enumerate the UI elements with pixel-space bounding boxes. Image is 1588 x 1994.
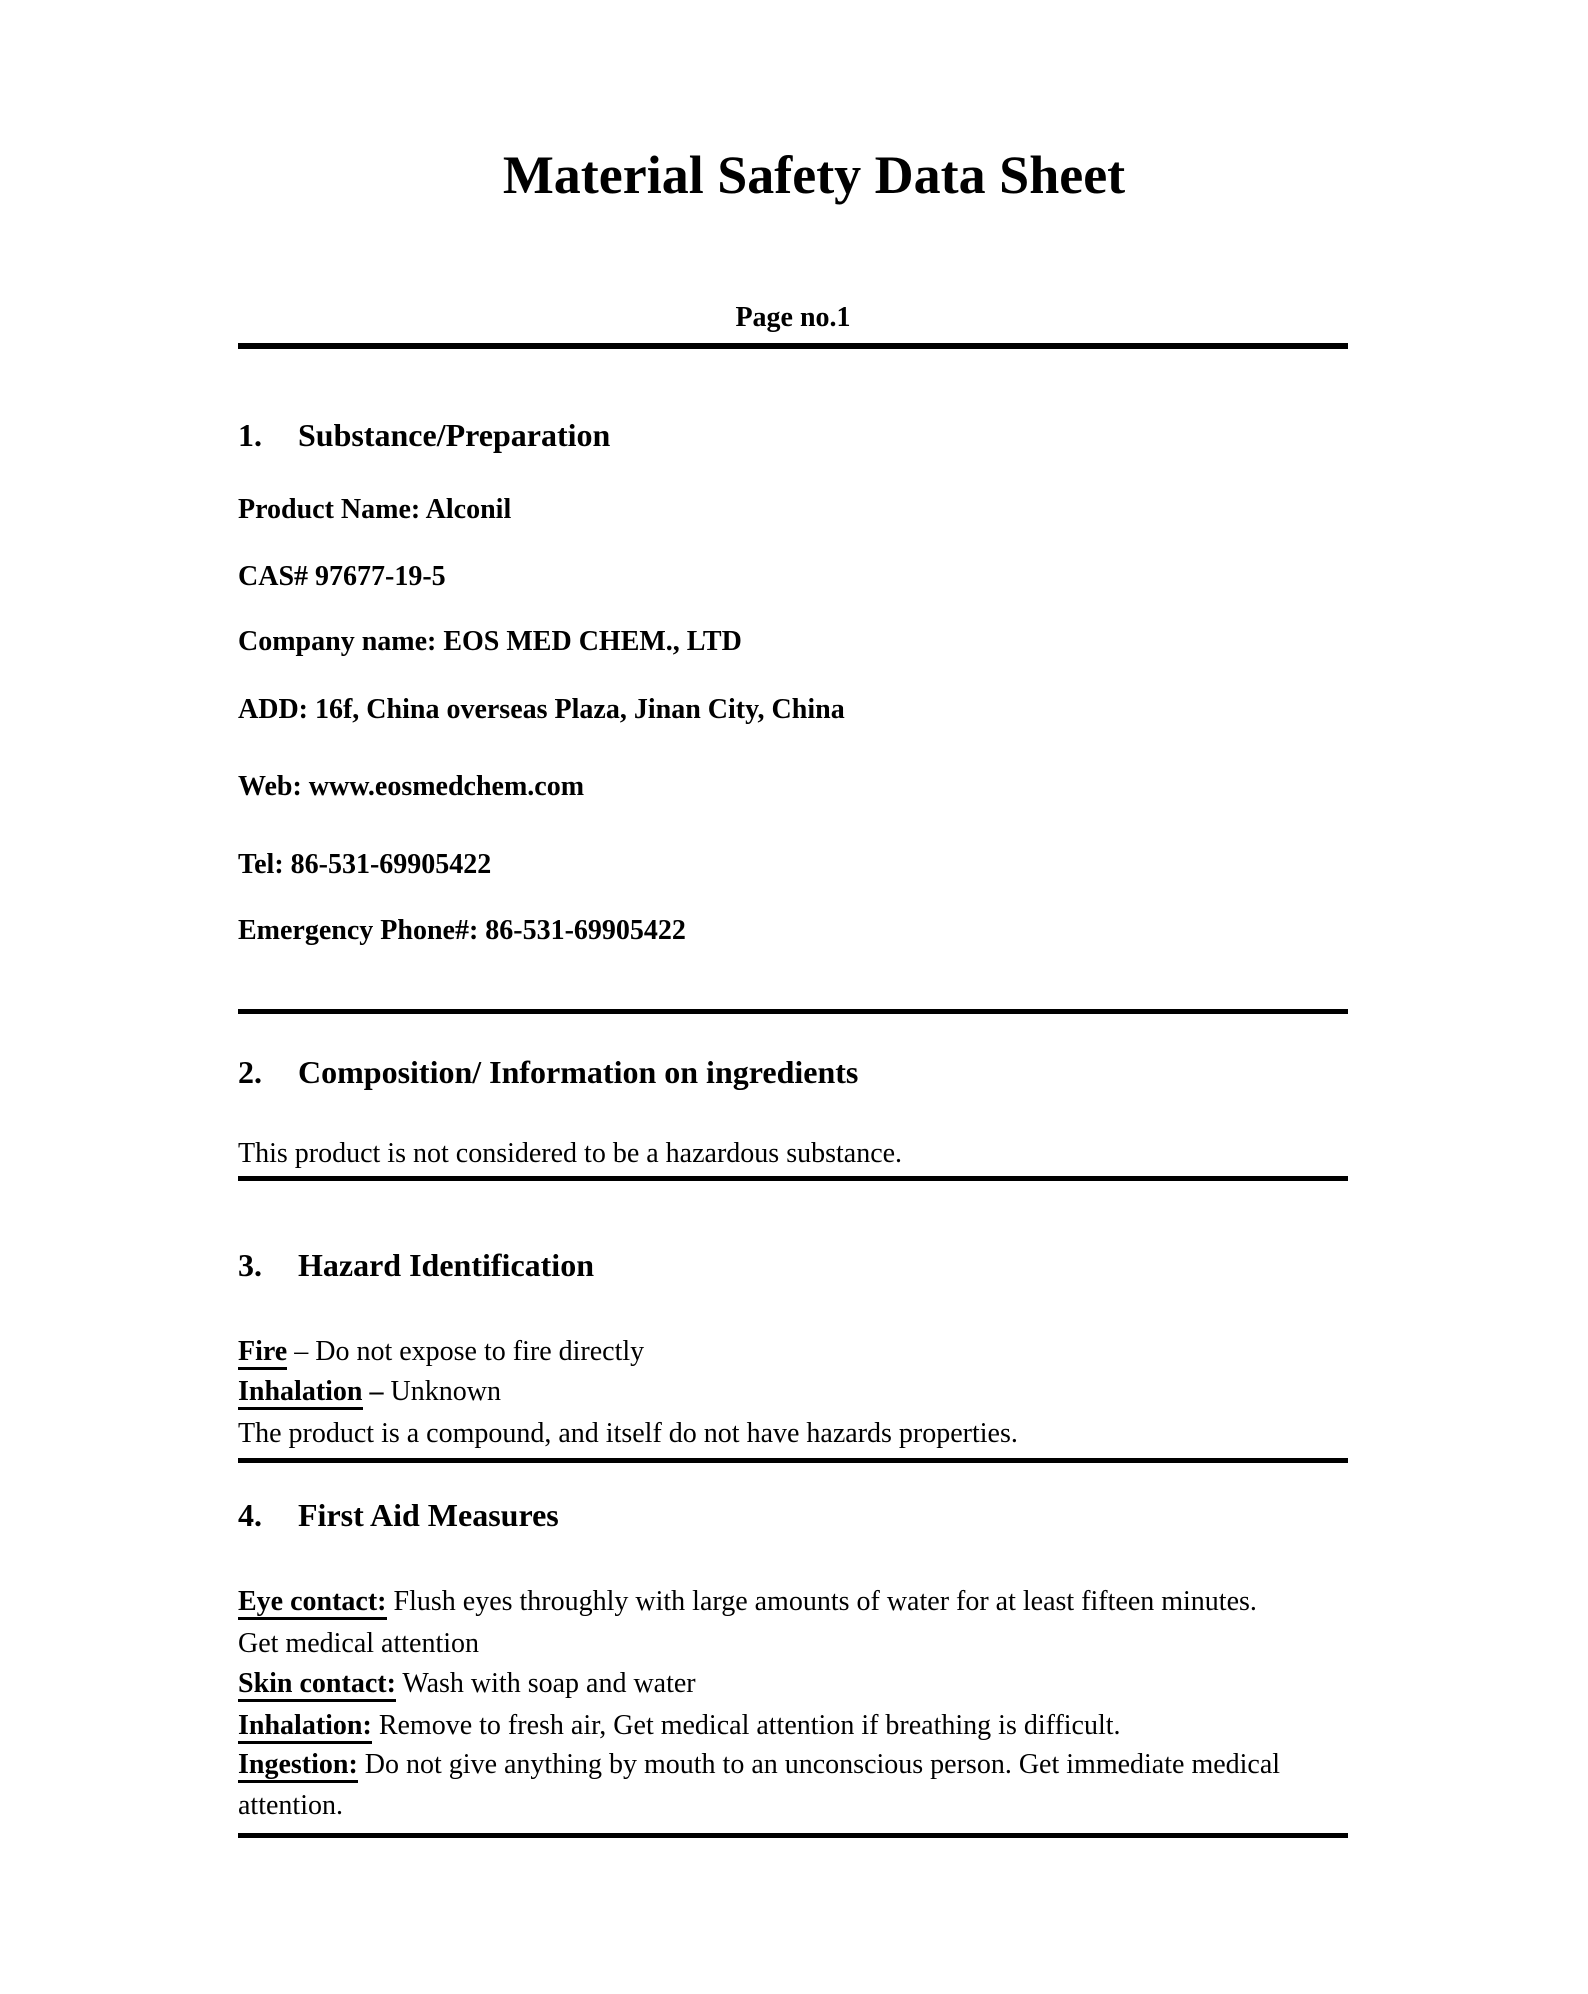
- hazard-label: Inhalation: [238, 1376, 363, 1410]
- telephone-line: Tel: 86-531-69905422: [238, 849, 492, 880]
- hazard-note-line: The product is a compound, and itself do not have hazards properties.: [238, 1418, 1018, 1449]
- section-title: Substance/Preparation: [298, 417, 611, 453]
- section-title: Composition/ Information on ingredients: [298, 1054, 859, 1090]
- document-title: Material Safety Data Sheet: [502, 145, 1126, 205]
- emergency-phone-line: Emergency Phone#: 86-531-69905422: [238, 915, 686, 946]
- section-3-heading: [238, 1244, 594, 1286]
- section-divider: [238, 343, 1348, 349]
- ingestion-line: [238, 1744, 1280, 1785]
- first-aid-text: Flush eyes throughly with large amounts of water for at least fifteen minutes.: [386, 1586, 1257, 1617]
- cas-number-line: CAS# 97677-19-5: [238, 561, 446, 592]
- section-divider: [238, 1176, 1348, 1181]
- hazard-label: Fire: [238, 1336, 287, 1370]
- section-number: 4.: [238, 1497, 262, 1533]
- hazard-text: Do not expose to fire directly: [315, 1336, 645, 1367]
- section-2-heading: [238, 1051, 858, 1093]
- first-aid-label: Ingestion:: [238, 1749, 358, 1783]
- address-line: ADD: 16f, China overseas Plaza, Jinan City, China: [238, 694, 845, 725]
- eye-contact-continuation-line: Get medical attention: [238, 1628, 480, 1659]
- hazard-inhalation-line: [238, 1371, 501, 1412]
- first-aid-label: Inhalation:: [238, 1710, 372, 1744]
- hazard-fire-line: [238, 1331, 644, 1372]
- section-divider: [238, 1009, 1348, 1014]
- first-aid-text: Remove to fresh air, Get medical attention if breathing is difficult.: [371, 1710, 1121, 1741]
- section-divider: [238, 1458, 1348, 1463]
- hazard-text: Unknown: [390, 1376, 501, 1407]
- eye-contact-line: [238, 1581, 1257, 1622]
- first-aid-label: Eye contact:: [238, 1586, 387, 1620]
- dash-separator: –: [287, 1336, 316, 1367]
- section-number: 3.: [238, 1247, 262, 1283]
- first-aid-text: Do not give anything by mouth to an unconscious person. Get immediate medical: [357, 1749, 1281, 1780]
- section-4-heading: [238, 1494, 559, 1536]
- product-name-line: Product Name: Alconil: [238, 494, 512, 525]
- first-aid-text: Wash with soap and water: [395, 1668, 696, 1699]
- inhalation-line: [238, 1705, 1121, 1746]
- section-divider: [238, 1833, 1348, 1838]
- section-number: 1.: [238, 417, 262, 453]
- composition-note-line: This product is not considered to be a hazardous substance.: [238, 1138, 903, 1169]
- dash-separator: –: [362, 1376, 391, 1407]
- section-title: Hazard Identification: [298, 1247, 594, 1283]
- skin-contact-line: [238, 1663, 696, 1704]
- first-aid-label: Skin contact:: [238, 1668, 396, 1702]
- page-number-label: Page no.1: [735, 302, 851, 333]
- ingestion-continuation-line: attention.: [238, 1790, 343, 1821]
- section-title: First Aid Measures: [298, 1497, 559, 1533]
- section-1-heading: [238, 414, 610, 456]
- website-line: Web: www.eosmedchem.com: [238, 771, 585, 802]
- company-name-line: Company name: EOS MED CHEM., LTD: [238, 626, 742, 657]
- section-number: 2.: [238, 1054, 262, 1090]
